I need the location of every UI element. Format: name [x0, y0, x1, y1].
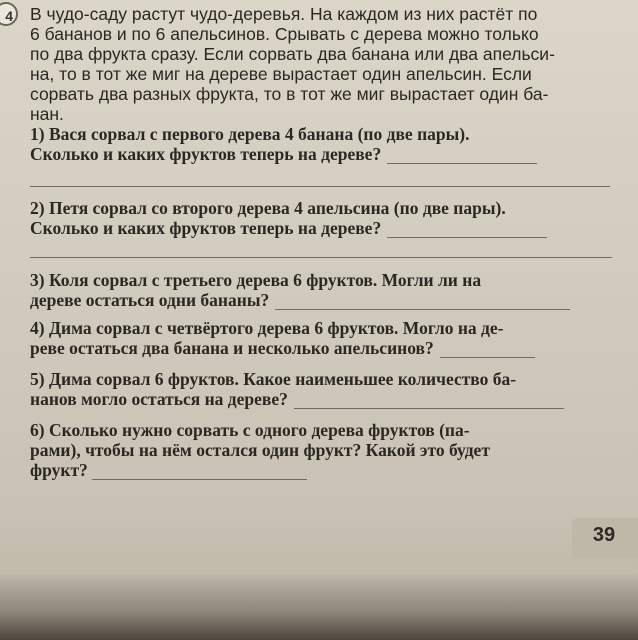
question-5	[30, 369, 630, 409]
question-text: рами), чтобы на нём остался один фрукт? Какой это будет	[30, 440, 490, 460]
question-3	[30, 270, 630, 310]
answer-line[interactable]	[440, 343, 535, 358]
question-text: Сколько и каких фруктов теперь на дереве?	[30, 218, 382, 238]
question-text: 4) Дима сорвал с четвёртого дерева 6 фруктов. Могло на де-	[30, 318, 504, 338]
intro-line: на, то в тот же миг на дереве вырастает один апельсин. Если	[30, 64, 532, 84]
page-number: 39	[592, 524, 616, 546]
question-text: дереве остаться одни бананы?	[30, 290, 270, 310]
answer-line[interactable]	[30, 257, 612, 258]
question-text: 3) Коля сорвал с третьего дерева 6 фруктов. Могли ли на	[30, 270, 482, 290]
intro-line: нан.	[30, 104, 64, 124]
page-bottom-shadow	[0, 575, 638, 640]
answer-line[interactable]	[387, 223, 547, 238]
question-text: 2) Петя сорвал со второго дерева 4 апельсина (по две пары).	[30, 198, 506, 218]
question-4	[30, 318, 630, 358]
answer-line[interactable]	[92, 465, 307, 480]
question-6	[30, 420, 630, 480]
question-text: фрукт?	[30, 460, 88, 480]
question-text: 1) Вася сорвал с первого дерева 4 банана (по две пары).	[30, 124, 470, 144]
question-text: 5) Дима сорвал 6 фруктов. Какое наименьшее количество ба-	[30, 369, 517, 389]
task-number-badge: 4	[0, 2, 18, 26]
intro-line: по два фрукта сразу. Если сорвать два банана или два апельси-	[30, 44, 555, 64]
answer-line[interactable]	[275, 295, 570, 310]
intro-line: сорвать два разных фрукта, то в тот же миг вырастает один ба-	[30, 84, 549, 104]
question-text: Сколько и каких фруктов теперь на дереве?	[30, 144, 382, 164]
answer-line[interactable]	[30, 186, 610, 187]
answer-line[interactable]	[387, 149, 537, 164]
task-intro	[30, 4, 630, 124]
intro-line: 6 бананов и по 6 апельсинов. Срывать с дерева можно только	[30, 24, 539, 44]
question-text: реве остаться два банана и несколько апельсинов?	[30, 338, 434, 358]
question-text: нанов могло остаться на дереве?	[30, 389, 288, 409]
question-1	[30, 124, 630, 164]
answer-line[interactable]	[294, 394, 564, 409]
intro-line: В чудо-саду растут чудо-деревья. На каждом из них растёт по	[30, 4, 538, 24]
question-text: 6) Сколько нужно сорвать с одного дерева фруктов (па-	[30, 420, 470, 440]
question-2	[30, 198, 630, 238]
